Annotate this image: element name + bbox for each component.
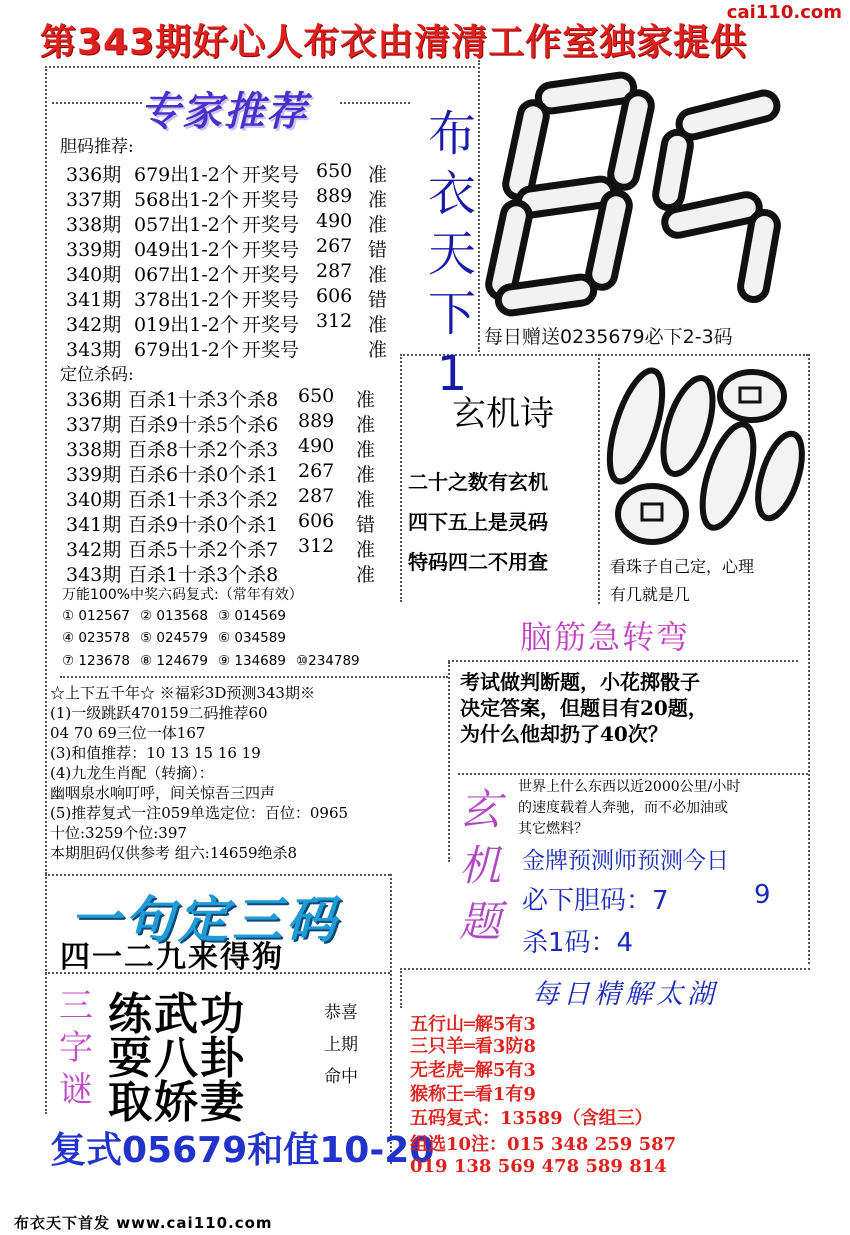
list-item: ③ 014569	[218, 608, 286, 624]
poem-line: 特码四二不用查	[408, 550, 548, 574]
divider	[448, 660, 798, 662]
divider	[52, 102, 142, 104]
kill-label: 定位杀码:	[60, 365, 134, 385]
poem-line: 四下五上是灵码	[408, 510, 548, 534]
taihu-line: 组选10注：015 348 259 587	[410, 1134, 677, 1155]
dan-code: 必下胆码：7	[522, 886, 669, 916]
taihu-line: 猴称王═看1有9	[410, 1084, 536, 1105]
congrats-line: 上期	[324, 1035, 358, 1055]
forecast-line: 04 70 69三位一体167	[50, 724, 206, 742]
brain-teaser-line: 决定答案，但题目有20题，	[460, 696, 708, 720]
list-item: ⑦ 123678	[62, 653, 130, 669]
divider	[458, 773, 808, 775]
divider	[60, 676, 448, 678]
list-item: ⑤ 024579	[140, 630, 208, 646]
riddle-line: 其它燃料？	[518, 821, 588, 837]
fushi-banner: 复式05679和值10-20	[50, 1130, 435, 1171]
forecast-line: (1)一级跳跃470159二码推荐60	[50, 704, 268, 722]
expert-title: 专家推荐	[140, 89, 308, 135]
divider	[448, 662, 450, 862]
taihu-title: 每日精解太湖	[532, 979, 718, 1010]
riddle-line: 耍八卦	[108, 1033, 246, 1084]
gold-predictor-title: 金牌预测师预测今日	[522, 848, 729, 874]
forecast-line: 十位:3259个位:397	[50, 824, 187, 842]
poem-title: 玄机诗	[452, 394, 554, 434]
site-label[interactable]: cai110.com	[726, 2, 842, 23]
taihu-line: 三只羊═看3防8	[410, 1036, 536, 1057]
taihu-line: 五行山═解5有3	[410, 1014, 536, 1035]
yiju-slogan: 四一二九来得狗	[60, 940, 284, 975]
list-item: ⑥ 034589	[218, 630, 286, 646]
forecast-line: (3)和值推荐：10 13 15 16 19	[50, 744, 261, 762]
forecast-line: 幽咽泉水响叮呼，间关惊吾三四声	[50, 784, 276, 802]
divider	[390, 874, 392, 1164]
forecast-line: (4)九龙生肖配（转摘）：	[50, 764, 214, 782]
beads-caption: 看珠子自己定，心理	[610, 557, 755, 576]
divider	[45, 874, 47, 1114]
riddle-line: 练武功	[108, 989, 246, 1040]
riddle-line: 的速度载着人奔驰，而不必加油或	[518, 800, 728, 816]
brain-teaser-title: 脑筋急转弯	[520, 618, 691, 656]
taihu-line: 五码复式：13589（含组三）	[410, 1108, 653, 1129]
divider	[808, 354, 810, 964]
big-number-85-graphic	[478, 62, 808, 324]
divider	[400, 968, 810, 970]
beads-graphic	[600, 356, 808, 552]
brain-teaser-line: 考试做判断题，小花掷骰子	[460, 670, 700, 694]
divider	[340, 102, 410, 104]
riddle-line: 世界上什么东西以近2000公里/小时	[518, 779, 741, 795]
forecast-line: (5)推荐复式一注059单选定位：百位：0965	[50, 804, 349, 822]
dan-label: 胆码推荐:	[60, 137, 134, 157]
sanzimi-label: 三 字 谜	[59, 986, 93, 1110]
poem-line: 二十之数有玄机	[408, 470, 548, 494]
xuanjiti-title: 玄 机 题	[458, 785, 501, 946]
brain-teaser-line: 为什么他却扔了40次？	[460, 722, 668, 746]
divider	[45, 66, 475, 68]
list-item: ⑩234789	[296, 653, 360, 669]
list-item: ① 012567	[62, 608, 130, 624]
taihu-line: 无老虎═解5有3	[410, 1060, 536, 1081]
kill-code: 杀1码：4	[522, 928, 634, 958]
list-item: ④ 023578	[62, 630, 130, 646]
divider	[400, 968, 402, 1008]
buyi-vertical-title: 布 衣 天 下 1	[427, 106, 476, 402]
footer-credit: 布衣天下首发 www.cai110.com	[14, 1214, 273, 1232]
beads-caption: 有几就是几	[610, 585, 691, 604]
forecast-line: 本期胆码仅供参考 组六:14659绝杀8	[50, 844, 298, 862]
dan-code-2: 9	[754, 880, 771, 910]
list-item: ⑨ 134689	[218, 653, 286, 669]
wanneng-title: 万能100%中奖六码复式:（常年有效）	[62, 587, 303, 603]
page-title: 第343期好心人布衣由清清工作室独家提供	[40, 22, 748, 63]
gift-text: 每日赠送0235679必下2-3码	[484, 326, 733, 348]
divider	[400, 354, 402, 602]
yiju-title: 一句定三码	[70, 891, 340, 949]
congrats-line: 命中	[324, 1067, 358, 1087]
divider	[45, 874, 390, 876]
riddle-line: 取娇妻	[108, 1077, 246, 1128]
list-item: ⑧ 124679	[140, 653, 208, 669]
divider	[45, 66, 47, 874]
list-item: ② 013568	[140, 608, 208, 624]
taihu-line: 019 138 569 478 589 814	[410, 1156, 667, 1177]
congrats-line: 恭喜	[324, 1003, 358, 1023]
forecast-line: ☆上下五千年☆ ※福彩3D预测343期※	[50, 684, 315, 702]
